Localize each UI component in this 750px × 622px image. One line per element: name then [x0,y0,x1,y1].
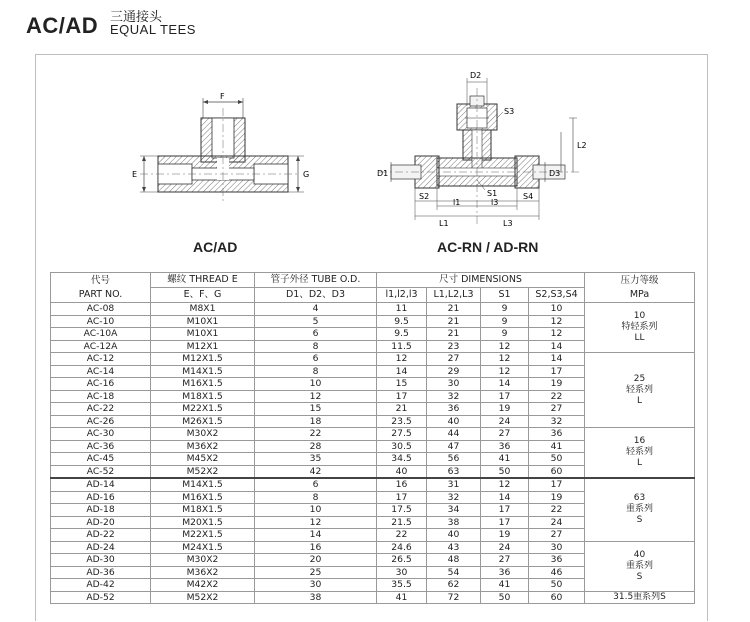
table-cell: 16 [377,478,427,491]
table-cell: AD-30 [51,554,151,567]
table-cell: M18X1.5 [151,390,255,403]
header-thread: 螺纹 THREAD E [151,273,255,288]
table-cell: 6 [255,353,377,366]
table-row [51,591,695,604]
label-e: E [132,170,138,179]
table-row [51,428,695,441]
table-cell: 42 [255,465,377,478]
table-cell: 17 [481,516,529,529]
label-f: F [220,92,225,101]
header-tube-od: 管子外径 TUBE O.D. [255,273,377,288]
table-cell: 48 [427,554,481,567]
table-cell: M36X2 [151,566,255,579]
label-s3: S3 [504,107,515,116]
table-cell: 41 [481,453,529,466]
table-cell: 40 [377,465,427,478]
table-cell: 15 [377,378,427,391]
table-cell: 9 [481,328,529,341]
table-cell: 9.5 [377,328,427,341]
table-cell: 32 [529,415,585,428]
table-cell: M12X1.5 [151,353,255,366]
table-cell: 5 [255,315,377,328]
table-cell: 15 [255,403,377,416]
table-cell: AC-14 [51,365,151,378]
table-cell: 12 [255,516,377,529]
caption-ac-ad: AC/AD [193,239,238,255]
pressure-class-cell: 16 轻系列 L [585,428,695,479]
label-s1: S1 [487,189,498,198]
table-cell: 4 [255,303,377,316]
table-cell: 21 [377,403,427,416]
header-dim-s2: S2,S3,S4 [529,288,585,303]
table-cell: 30 [427,378,481,391]
table-cell: 50 [529,579,585,592]
table-cell: M52X2 [151,591,255,604]
table-cell: 36 [481,566,529,579]
table-cell: AC-10 [51,315,151,328]
label-L1: L1 [439,219,449,228]
table-cell: 22 [377,529,427,542]
label-s4: S4 [523,192,534,201]
table-cell: 54 [427,566,481,579]
table-cell: 12 [481,365,529,378]
table-cell: 28 [255,440,377,453]
table-cell: 14 [481,491,529,504]
table-cell: 17 [481,504,529,517]
table-cell: 62 [427,579,481,592]
tee-assembly-drawing [375,66,590,232]
table-row [51,303,695,316]
table-cell: AD-18 [51,504,151,517]
table-row [51,541,695,554]
table-cell: 72 [427,591,481,604]
table-cell: 24 [529,516,585,529]
table-cell: 22 [529,390,585,403]
table-cell: 27 [481,554,529,567]
table-cell: AD-22 [51,529,151,542]
table-cell: 6 [255,328,377,341]
table-cell: 8 [255,491,377,504]
table-cell: M8X1 [151,303,255,316]
table-cell: 21 [427,315,481,328]
label-s2: S2 [419,192,430,201]
product-code: AC/AD [26,13,99,38]
table-row [51,353,695,366]
table-cell: 19 [481,403,529,416]
table-cell: M10X1 [151,315,255,328]
table-cell: AC-08 [51,303,151,316]
table-cell: 19 [529,378,585,391]
table-cell: 27.5 [377,428,427,441]
table-cell: 30 [529,541,585,554]
table-cell: 12 [481,353,529,366]
table-cell: 9 [481,315,529,328]
table-row [51,478,695,491]
table-cell: 9.5 [377,315,427,328]
table-cell: M42X2 [151,579,255,592]
table-cell: 34 [427,504,481,517]
table-cell: 25 [255,566,377,579]
table-cell: 14 [255,529,377,542]
table-cell: 16 [255,541,377,554]
caption-ac-rn-ad-rn: AC-RN / AD-RN [437,239,539,255]
table-cell: 17 [377,390,427,403]
table-cell: 14 [529,340,585,353]
table-cell: 24.6 [377,541,427,554]
table-cell: 20 [255,554,377,567]
table-cell: 32 [427,390,481,403]
table-cell: 36 [481,440,529,453]
table-cell: AD-16 [51,491,151,504]
table-cell: AD-52 [51,591,151,604]
table-cell: 50 [481,591,529,604]
table-cell: AC-26 [51,415,151,428]
table-cell: M30X2 [151,554,255,567]
pressure-class-cell: 10 特轻系列 LL [585,303,695,353]
table-cell: 60 [529,465,585,478]
title-chinese: 三通接头 [110,10,163,25]
table-cell: M12X1 [151,340,255,353]
table-cell: 11 [377,303,427,316]
table-cell: 18 [255,415,377,428]
table-cell: M10X1 [151,328,255,341]
table-cell: 34.5 [377,453,427,466]
label-d1: D1 [377,169,389,178]
table-cell: 31 [427,478,481,491]
table-cell: AC-52 [51,465,151,478]
header-part-no: 代号 PART NO. [51,273,151,303]
table-cell: 27 [427,353,481,366]
table-cell: 46 [529,566,585,579]
table-cell: 19 [529,491,585,504]
table-cell: 36 [529,428,585,441]
table-cell: M18X1.5 [151,504,255,517]
table-cell: 22 [255,428,377,441]
table-cell: AD-20 [51,516,151,529]
table-cell: 44 [427,428,481,441]
header-dim-l: l1,l2,l3 [377,288,427,303]
table-cell: 30 [377,566,427,579]
table-cell: 29 [427,365,481,378]
spec-table-body [51,303,695,604]
table-cell: AC-18 [51,390,151,403]
table-cell: AD-36 [51,566,151,579]
table-cell: 35 [255,453,377,466]
header-dimensions: 尺寸 DIMENSIONS [377,273,585,288]
table-cell: 12 [255,390,377,403]
header-tube-sub: D1、D2、D3 [255,288,377,303]
table-cell: AC-12 [51,353,151,366]
table-cell: 27 [481,428,529,441]
table-cell: 12 [529,315,585,328]
table-cell: M14X1.5 [151,365,255,378]
table-cell: 41 [481,579,529,592]
table-cell: M24X1.5 [151,541,255,554]
table-cell: 60 [529,591,585,604]
table-cell: 19 [481,529,529,542]
label-d2: D2 [470,71,482,80]
table-cell: AC-12A [51,340,151,353]
table-cell: 17 [529,365,585,378]
label-l1-small: l1 [453,198,461,207]
label-L2: L2 [577,141,587,150]
table-cell: 12 [529,328,585,341]
table-cell: AC-10A [51,328,151,341]
table-cell: M14X1.5 [151,478,255,491]
spec-table [50,272,695,604]
label-g: G [303,170,310,179]
pressure-class-cell: 40 重系列 S [585,541,695,591]
table-cell: 23.5 [377,415,427,428]
table-cell: M20X1.5 [151,516,255,529]
table-cell: 17 [377,491,427,504]
table-cell: 11.5 [377,340,427,353]
table-cell: 17 [529,478,585,491]
title-english: EQUAL TEES [110,22,196,37]
header-row-1 [51,273,695,288]
table-cell: 36 [529,554,585,567]
table-cell: 30.5 [377,440,427,453]
table-cell: 40 [427,529,481,542]
table-cell: 35.5 [377,579,427,592]
table-cell: 12 [481,478,529,491]
table-cell: 24 [481,541,529,554]
table-cell: 8 [255,365,377,378]
table-cell: M30X2 [151,428,255,441]
table-cell: M52X2 [151,465,255,478]
pressure-class-cell: 25 轻系列 L [585,353,695,428]
table-cell: 22 [529,504,585,517]
header-dim-L: L1,L2,L3 [427,288,481,303]
table-cell: M22X1.5 [151,403,255,416]
label-l3-small: l3 [491,198,499,207]
table-cell: 21 [427,303,481,316]
table-cell: M26X1.5 [151,415,255,428]
table-cell: 10 [529,303,585,316]
table-cell: 32 [427,491,481,504]
table-cell: 40 [427,415,481,428]
table-cell: AD-24 [51,541,151,554]
table-cell: 6 [255,478,377,491]
table-cell: 10 [255,504,377,517]
table-cell: AC-36 [51,440,151,453]
table-cell: AC-45 [51,453,151,466]
table-cell: 38 [255,591,377,604]
table-cell: AD-42 [51,579,151,592]
label-L3: L3 [503,219,513,228]
table-cell: 63 [427,465,481,478]
table-cell: M16X1.5 [151,491,255,504]
table-cell: 47 [427,440,481,453]
table-cell: 43 [427,541,481,554]
tee-body-drawing [120,88,310,218]
table-cell: 10 [255,378,377,391]
header-pressure: 压力等级 MPa [585,273,695,303]
table-cell: AC-30 [51,428,151,441]
table-cell: M22X1.5 [151,529,255,542]
table-cell: M16X1.5 [151,378,255,391]
table-cell: 41 [529,440,585,453]
header-thread-sub: E、F、G [151,288,255,303]
table-cell: 17.5 [377,504,427,517]
table-cell: 27 [529,403,585,416]
table-cell: 9 [481,303,529,316]
table-cell: 8 [255,340,377,353]
table-cell: 14 [481,378,529,391]
table-cell: 12 [377,353,427,366]
table-cell: 17 [481,390,529,403]
table-cell: 24 [481,415,529,428]
table-cell: AC-22 [51,403,151,416]
table-cell: 23 [427,340,481,353]
table-cell: 21 [427,328,481,341]
table-cell: 12 [481,340,529,353]
table-cell: 27 [529,529,585,542]
table-cell: AD-14 [51,478,151,491]
table-cell: 36 [427,403,481,416]
table-cell: 30 [255,579,377,592]
table-cell: 50 [529,453,585,466]
pressure-class-cell: 63 重系列 S [585,478,695,541]
table-cell: 41 [377,591,427,604]
label-d3: D3 [549,169,561,178]
table-cell: M45X2 [151,453,255,466]
table-cell: 38 [427,516,481,529]
table-cell: 21.5 [377,516,427,529]
table-cell: 56 [427,453,481,466]
table-cell: AC-16 [51,378,151,391]
header-dim-s1: S1 [481,288,529,303]
table-cell: 14 [529,353,585,366]
table-cell: 26.5 [377,554,427,567]
pressure-class-cell: 31.5重系列S [585,591,695,604]
table-cell: 50 [481,465,529,478]
table-cell: M36X2 [151,440,255,453]
table-cell: 14 [377,365,427,378]
